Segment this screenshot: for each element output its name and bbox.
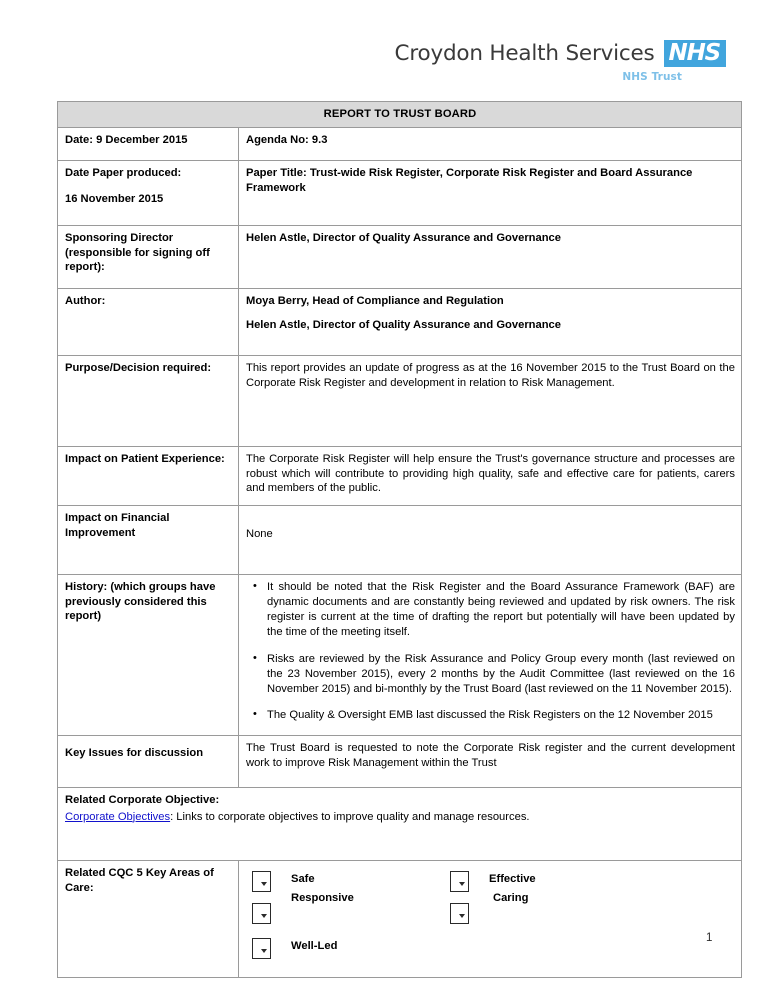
purpose-label: Purpose/Decision required: bbox=[58, 355, 239, 446]
patient-experience-value: The Corporate Risk Register will help ensure the Trust's governance structure and processes are robust which will contribute to providing high quality, safe and effective care for patients, carers and members of the public. bbox=[239, 446, 742, 505]
author-label: Author: bbox=[58, 288, 239, 355]
cqc-option-effective[interactable] bbox=[450, 870, 536, 892]
table-row-corporate-objective bbox=[58, 787, 742, 860]
table-row-sponsoring-director bbox=[58, 225, 742, 288]
table-row-purpose bbox=[58, 355, 742, 446]
patient-experience-label: Impact on Patient Experience: bbox=[58, 446, 239, 505]
cqc-option-label: Caring bbox=[493, 891, 529, 904]
corporate-objective-text bbox=[65, 810, 735, 825]
paper-title: Paper Title: Trust-wide Risk Register, Corporate Risk Register and Board Assurance Framework bbox=[239, 160, 742, 225]
paper-produced-label-cell bbox=[58, 160, 239, 225]
cqc-option-caring[interactable] bbox=[450, 891, 529, 924]
spacer bbox=[65, 181, 232, 192]
cqc-row-1 bbox=[252, 870, 735, 892]
history-value-cell bbox=[239, 574, 742, 735]
list-item: • Risks are reviewed by the Risk Assurance and Policy Group every month (last reviewed on the 23 November 2015), every 2 months by the Audit Committee (last reviewed on the 16 November 2015) and bi-monthly by the Trust Board (last reviewed on the 11 November 2015). bbox=[267, 652, 735, 698]
list-item: • The Quality & Oversight EMB last discussed the Risk Registers on the 12 November 2015 bbox=[267, 708, 735, 723]
cqc-row-3 bbox=[252, 937, 735, 959]
report-cover-table bbox=[57, 101, 742, 978]
dropdown-field-icon-well-led[interactable] bbox=[252, 938, 271, 959]
paper-produced-date: 16 November 2015 bbox=[65, 192, 164, 205]
cqc-option-responsive[interactable] bbox=[252, 891, 450, 924]
sponsoring-director-label: Sponsoring Director (responsible for signing off report): bbox=[58, 225, 239, 288]
author-value-cell bbox=[239, 288, 742, 355]
table-row-financial-improvement bbox=[58, 505, 742, 574]
author-name-primary: Moya Berry, Head of Compliance and Regulation bbox=[246, 294, 504, 307]
table-row-paper-produced bbox=[58, 160, 742, 225]
date-label: Date: 9 December 2015 bbox=[58, 127, 239, 160]
dropdown-field-icon-caring[interactable] bbox=[450, 903, 469, 924]
table-row-key-issues bbox=[58, 735, 742, 787]
history-bullet-list bbox=[246, 580, 735, 724]
corporate-objective-cell bbox=[58, 787, 742, 860]
dropdown-field-icon-effective[interactable] bbox=[450, 871, 469, 892]
key-issues-label: Key Issues for discussion bbox=[58, 735, 239, 787]
list-item: • It should be noted that the Risk Register and the Board Assurance Framework (BAF) are dynamic documents and are constantly being reviewed and updated by risk owners. The risk register is current at the time of drafting the report but potentially will have been updated by the time of the meeting itself. bbox=[267, 580, 735, 641]
corporate-objective-heading: Related Corporate Objective: bbox=[65, 793, 220, 806]
table-row-history bbox=[58, 574, 742, 735]
table-row-title bbox=[58, 102, 742, 128]
corporate-objectives-link[interactable]: Corporate Objectives bbox=[65, 810, 171, 823]
cqc-option-label: Responsive bbox=[291, 891, 354, 904]
dropdown-field-icon-responsive[interactable] bbox=[252, 903, 271, 924]
cqc-options-cell bbox=[239, 860, 742, 977]
author-name-secondary: Helen Astle, Director of Quality Assurance and Governance bbox=[246, 318, 562, 331]
corporate-objective-rest: : Links to corporate objectives to improve quality and manage resources. bbox=[170, 810, 530, 823]
key-issues-value: The Trust Board is requested to note the Corporate Risk register and the current development work to improve Risk Management within the Trust bbox=[239, 735, 742, 787]
trust-name: Croydon Health Services bbox=[394, 40, 655, 66]
cqc-option-safe[interactable] bbox=[252, 870, 450, 892]
cqc-option-label: Safe bbox=[291, 872, 315, 885]
nhs-trust-subtitle: NHS Trust bbox=[622, 71, 682, 84]
table-row-cqc bbox=[58, 860, 742, 977]
history-label: History: (which groups have previously considered this report) bbox=[58, 574, 239, 735]
cqc-checkbox-grid bbox=[246, 866, 735, 959]
nhs-logo: NHS bbox=[664, 40, 726, 67]
spacer bbox=[246, 309, 735, 318]
nhs-masthead bbox=[394, 40, 726, 96]
purpose-value: This report provides an update of progress as at the 16 November 2015 to the Trust Board on the Corporate Risk Register and development in relation to Risk Management. bbox=[239, 355, 742, 446]
paper-produced-label: Date Paper produced: bbox=[65, 166, 182, 179]
financial-improvement-value: None bbox=[239, 505, 742, 574]
cqc-option-label: Effective bbox=[489, 872, 536, 885]
sponsoring-director-value: Helen Astle, Director of Quality Assurance and Governance bbox=[239, 225, 742, 288]
financial-improvement-label: Impact on Financial Improvement bbox=[58, 505, 239, 574]
agenda-number: Agenda No: 9.3 bbox=[239, 127, 742, 160]
table-row-date bbox=[58, 127, 742, 160]
cqc-option-well-led[interactable] bbox=[252, 937, 450, 959]
page-number: 1 bbox=[706, 932, 713, 944]
page-title: REPORT TO TRUST BOARD bbox=[58, 102, 742, 128]
table-row-author bbox=[58, 288, 742, 355]
cqc-row-2 bbox=[252, 891, 735, 924]
dropdown-field-icon-safe[interactable] bbox=[252, 871, 271, 892]
cqc-option-label: Well-Led bbox=[291, 939, 338, 952]
cqc-label: Related CQC 5 Key Areas of Care: bbox=[58, 860, 239, 977]
table-row-patient-experience bbox=[58, 446, 742, 505]
masthead-row bbox=[394, 40, 726, 67]
